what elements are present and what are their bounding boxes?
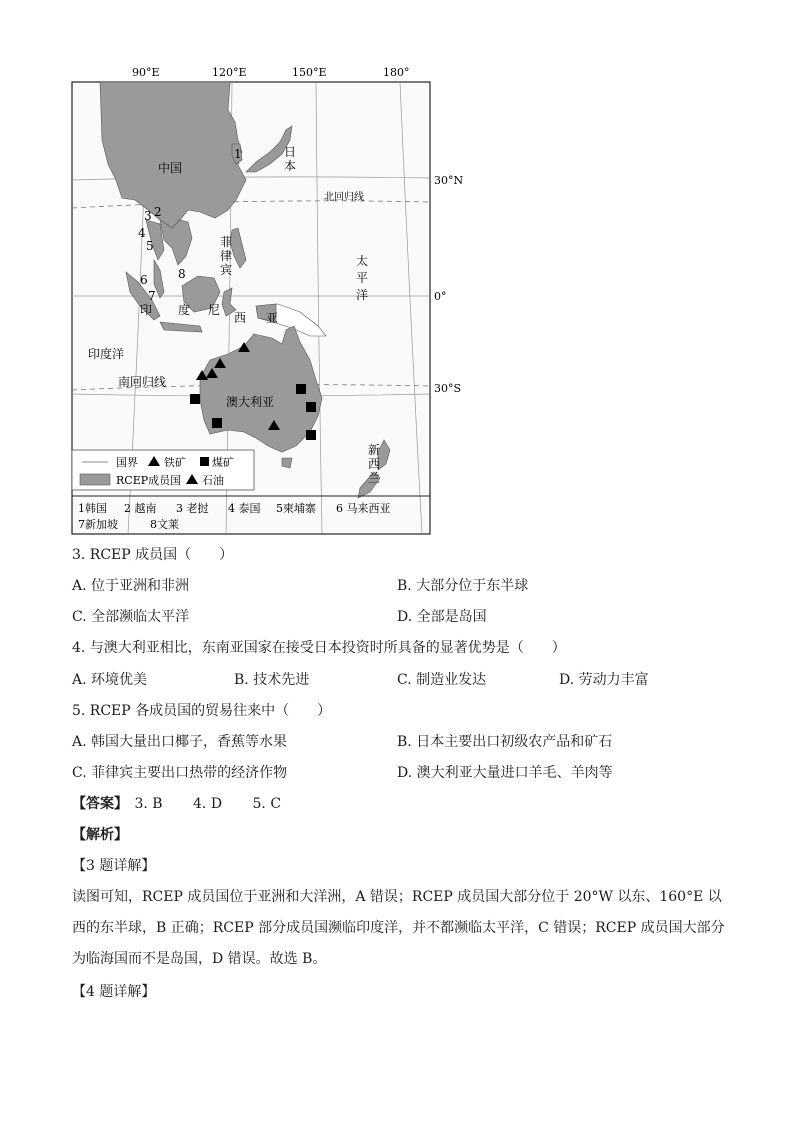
china-label: 中国 — [158, 161, 183, 175]
coal-square — [306, 430, 316, 440]
legend-border-label: 国界 — [116, 456, 138, 469]
legend-oil-label: 石油 — [202, 474, 224, 487]
num-6: 6 — [140, 273, 148, 287]
lon-label-150e: 150°E — [292, 66, 327, 79]
tropic-south-label: 南回归线 — [118, 375, 167, 389]
legend-coal-label: 煤矿 — [212, 456, 234, 469]
legend-rcep-label: RCEP成员国 — [116, 474, 182, 487]
legend-rcep-swatch — [80, 474, 110, 485]
pacific-char-1: 太 — [356, 254, 369, 268]
q5-option-b: B. 日本主要出口初级农产品和矿石 — [397, 734, 613, 750]
indonesia-char-1: 印 — [140, 303, 153, 317]
num-4: 4 — [138, 226, 146, 240]
coal-square — [296, 384, 306, 394]
num-5: 5 — [146, 239, 154, 253]
q4-option-a: A. 环境优美 — [72, 672, 148, 688]
coal-square — [212, 418, 222, 428]
q3-option-c: C. 全部濒临太平洋 — [72, 609, 190, 625]
answer-label: 【答案】 — [72, 796, 128, 812]
philippines-char-2: 律 — [220, 249, 233, 263]
lat-label-30n: 30°N — [434, 174, 464, 187]
lat-label-30s: 30°S — [434, 382, 462, 395]
lon-label-180: 180° — [383, 66, 410, 79]
detail4-label: 【4 题详解】 — [72, 984, 156, 1000]
indian-ocean-label: 印度洋 — [88, 347, 125, 361]
key-8: 8文莱 — [150, 518, 179, 531]
key-3: 3 老挝 — [176, 502, 209, 515]
q4-option-d: D. 劳动力丰富 — [559, 672, 649, 688]
answer-3: 3. B — [134, 796, 163, 812]
q4-option-c: C. 制造业发达 — [397, 672, 487, 688]
japan-char-1: 日 — [284, 145, 297, 159]
philippines-char-1: 菲 — [220, 235, 233, 249]
tasmania-region — [282, 458, 292, 468]
num-8: 8 — [178, 267, 186, 281]
q5-stem: 5. RCEP 各成员国的贸易往来中（ ） — [72, 703, 332, 719]
detail3-label: 【3 题详解】 — [72, 858, 156, 874]
q3-stem: 3. RCEP 成员国（ ） — [72, 547, 234, 563]
q5-option-c: C. 菲律宾主要出口热带的经济作物 — [72, 765, 288, 781]
rcep-map — [60, 60, 464, 540]
indonesia-char-3: 尼 — [208, 303, 221, 317]
answer-row — [72, 795, 281, 813]
lon-label-120e: 120°E — [212, 66, 247, 79]
q5-option-d: D. 澳大利亚大量进口羊毛、羊肉等 — [397, 765, 613, 781]
q5-option-a: A. 韩国大量出口椰子，香蕉等水果 — [72, 734, 288, 750]
num-7: 7 — [148, 289, 156, 303]
lon-label-90e: 90°E — [132, 66, 160, 79]
indonesia-char-4: 西 — [234, 311, 247, 325]
nz-char-1: 新 — [368, 443, 381, 457]
legend-iron-label: 铁矿 — [164, 456, 186, 469]
indonesia-char-5: 亚 — [266, 311, 279, 325]
q3-option-b: B. 大部分位于东半球 — [397, 578, 529, 594]
answer-5: 5. C — [252, 796, 282, 812]
key-6: 6 马来西亚 — [336, 502, 391, 515]
coal-square — [306, 402, 316, 412]
indonesia-char-2: 度 — [178, 303, 191, 317]
num-3: 3 — [144, 209, 152, 223]
japan-char-2: 本 — [284, 159, 297, 173]
australia-label: 澳大利亚 — [226, 395, 275, 409]
q3-option-d: D. 全部是岛国 — [397, 609, 487, 625]
coal-square — [190, 394, 200, 404]
nz-char-3: 兰 — [368, 471, 381, 485]
num-2: 2 — [154, 205, 162, 219]
answer-4: 4. D — [193, 796, 223, 812]
pacific-char-2: 平 — [356, 271, 369, 285]
pacific-char-3: 洋 — [356, 288, 369, 302]
q3-option-a: A. 位于亚洲和非洲 — [72, 578, 190, 594]
legend-coal-icon — [200, 457, 209, 466]
key-5: 5柬埔寨 — [276, 502, 316, 515]
tropic-north-label: 北回归线 — [324, 192, 364, 203]
q4-option-b: B. 技术先进 — [234, 672, 310, 688]
key-7: 7新加坡 — [78, 518, 118, 531]
key-2: 2 越南 — [124, 502, 157, 515]
num-1: 1 — [234, 147, 242, 161]
philippines-char-3: 宾 — [220, 263, 233, 277]
key-1: 1韩国 — [78, 502, 107, 515]
lat-label-0: 0° — [434, 290, 447, 303]
q4-stem: 4. 与澳大利亚相比，东南亚国家在接受日本投资时所具备的显著优势是（ ） — [72, 640, 566, 656]
analysis-label: 【解析】 — [72, 827, 128, 843]
key-4: 4 泰国 — [228, 502, 261, 515]
detail3-text: 读图可知，RCEP 成员国位于亚洲和大洋洲，A 错误；RCEP 成员国大部分位于 20°W 以东、160°E 以西的东半球，B 正确；RCEP 部分成员国濒临印度洋，并不都濒临太平洋，C 错误；RCEP 成员国大部分为临海国而不是岛国，D 错误。故选 B。 — [72, 889, 725, 967]
nz-char-2: 西 — [368, 457, 381, 471]
